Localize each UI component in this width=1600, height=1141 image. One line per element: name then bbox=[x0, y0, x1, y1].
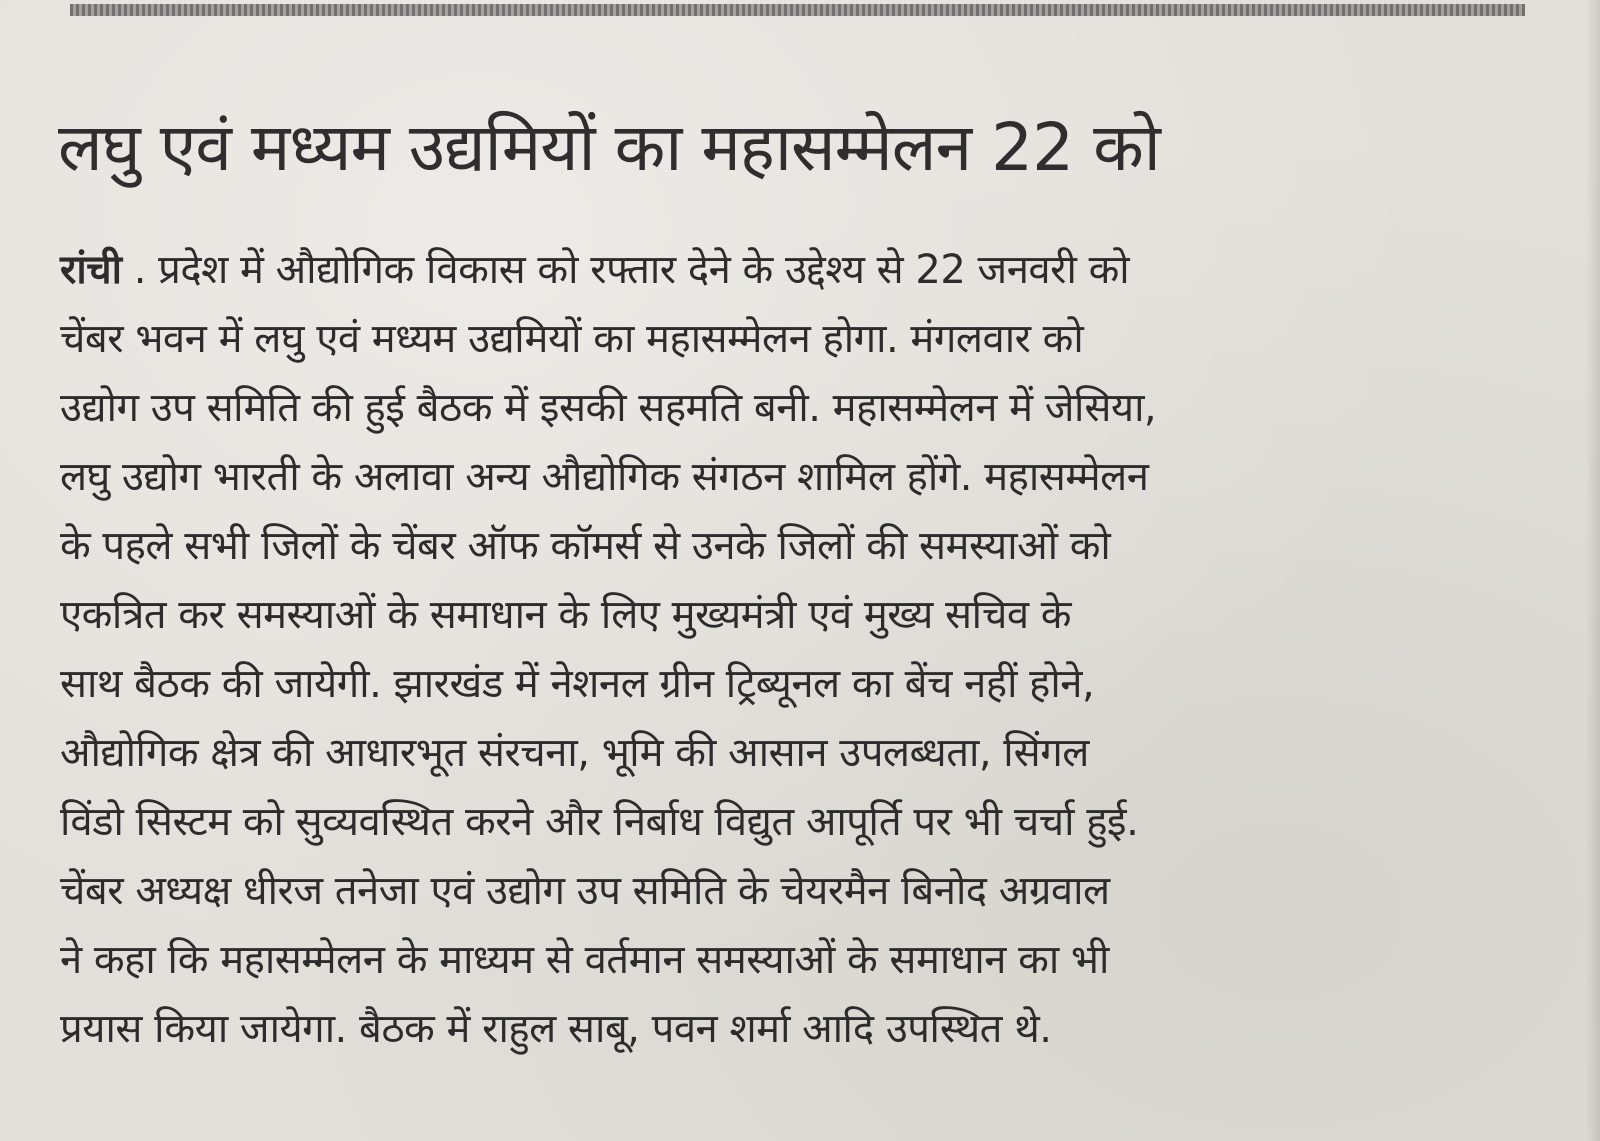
article-line: साथ बैठक की जायेगी. झारखंड में नेशनल ग्रीन ट्रिब्यूनल का बेंच नहीं होने, bbox=[60, 661, 1095, 707]
article-line: चेंबर अध्यक्ष धीरज तनेजा एवं उद्योग उप समिति के चेयरमैन बिनोद अग्रवाल bbox=[60, 868, 1110, 914]
article-line: प्रयास किया जायेगा. बैठक में राहुल साबू, पवन शर्मा आदि उपस्थित थे. bbox=[60, 1006, 1052, 1052]
dateline: रांची bbox=[60, 247, 122, 293]
article-line: उद्योग उप समिति की हुई बैठक में इसकी सहमति बनी. महासम्मेलन में जेसिया, bbox=[60, 385, 1157, 431]
headline: लघु एवं मध्यम उद्यमियों का महासम्मेलन 22 को bbox=[58, 109, 1160, 186]
article-body bbox=[60, 236, 1560, 1064]
article-line: औद्योगिक क्षेत्र की आधारभूत संरचना, भूमि की आसान उपलब्धता, सिंगल bbox=[60, 730, 1089, 776]
article-line: के पहले सभी जिलों के चेंबर ऑफ कॉमर्स से उनके जिलों की समस्याओं को bbox=[60, 523, 1111, 569]
article-line bbox=[60, 236, 1560, 305]
article-line-text: . प्रदेश में औद्योगिक विकास को रफ्तार देने के उद्देश्य से 22 जनवरी को bbox=[121, 247, 1130, 293]
article-line: लघु उद्योग भारती के अलावा अन्य औद्योगिक संगठन शामिल होंगे. महासम्मेलन bbox=[60, 454, 1149, 500]
top-border-rule bbox=[70, 4, 1525, 16]
article-line: एकत्रित कर समस्याओं के समाधान के लिए मुख्यमंत्री एवं मुख्य सचिव के bbox=[60, 592, 1072, 638]
paper-edge-shadow bbox=[1586, 0, 1600, 1141]
article-line: चेंबर भवन में लघु एवं मध्यम उद्यमियों का महासम्मेलन होगा. मंगलवार को bbox=[60, 316, 1084, 362]
article-line: ने कहा कि महासम्मेलन के माध्यम से वर्तमान समस्याओं के समाधान का भी bbox=[60, 937, 1109, 983]
article-line: विंडो सिस्टम को सुव्यवस्थित करने और निर्बाध विद्युत आपूर्ति पर भी चर्चा हुई. bbox=[60, 799, 1139, 845]
